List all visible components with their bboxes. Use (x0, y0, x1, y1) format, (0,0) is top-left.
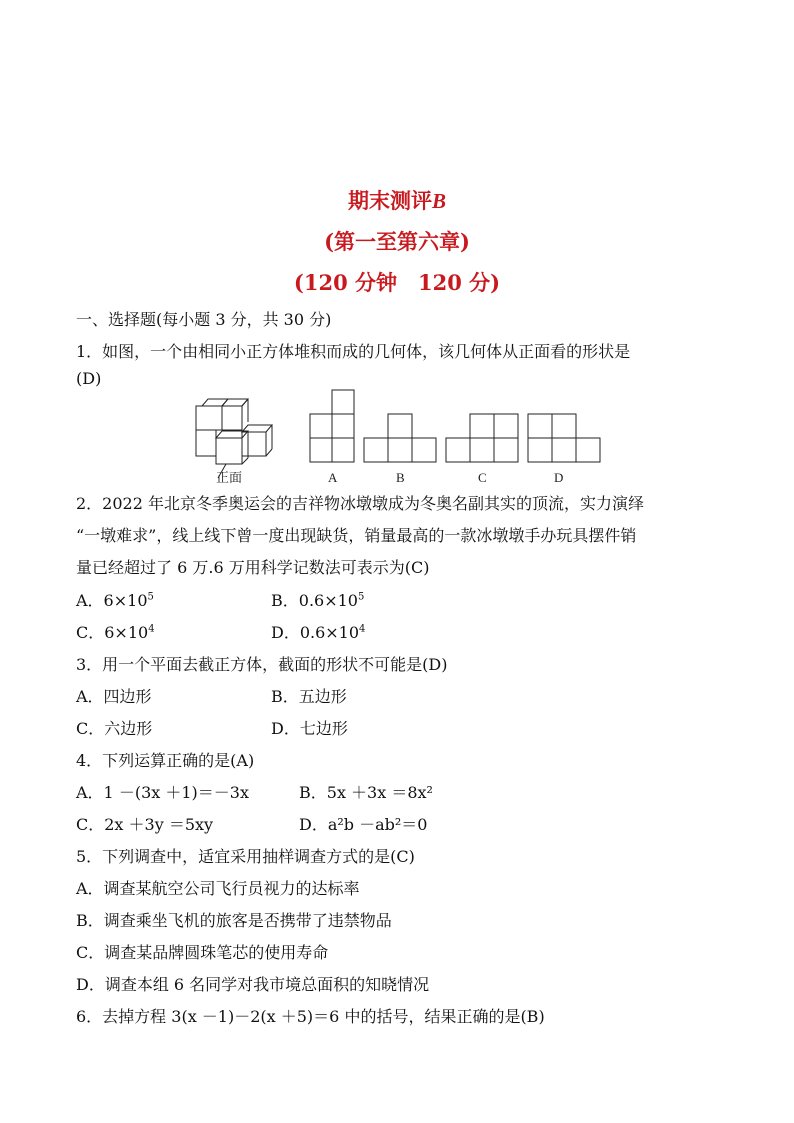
option-b-label: B (396, 470, 405, 485)
question-5-option-c: C．调查某品牌圆珠笔芯的使用寿命 (76, 943, 329, 962)
question-4-text: 4．下列运算正确的是(A) (76, 751, 255, 770)
option-c-drawing (446, 414, 518, 462)
question-1-text: 1．如图，一个由相同小正方体堆积而成的几何体，该几何体从正面看的形状是 (76, 342, 631, 361)
title-letter: B (431, 189, 446, 213)
question-2-option-b: B．$0.6\times 10^5$ (271, 591, 365, 610)
stacked-cubes-drawing (196, 399, 272, 478)
question-4-option-c: C．2x ＋3y ＝5xy (76, 815, 214, 834)
option-d-drawing (528, 414, 600, 462)
front-label: 正面 (216, 470, 243, 485)
option-c-label: C (478, 470, 487, 485)
question-5-option-d: D．调查本组 6 名同学对我市境总面积的知晓情况 (76, 975, 430, 994)
page-title (0, 188, 794, 214)
time-score: (120 分钟 120 分) (293, 270, 501, 295)
question-2-option-c: C．$6\times 10^4$ (76, 623, 155, 642)
question-3-option-d: D．七边形 (271, 719, 348, 738)
question-1-answer: (D) (76, 369, 102, 388)
question-2-option-a: A．$6\times 10^5$ (76, 591, 154, 610)
question-3-text: 3．用一个平面去截正方体，截面的形状不可能是(D) (76, 655, 448, 674)
question-4-option-d: D．a²b －ab²＝0 (299, 815, 428, 834)
question-2-line-1: 2．2022 年北京冬季奥运会的吉祥物冰墩墩成为冬奥名副其实的顶流，实力演绎 (76, 494, 644, 513)
page-subtitle: (第一至第六章) (324, 229, 470, 254)
question-3-option-c: C．六边形 (76, 719, 153, 738)
question-5-option-a: A．调查某航空公司飞行员视力的达标率 (76, 879, 360, 898)
question-4-option-a: A．1 －(3x ＋1)＝－3x (76, 783, 249, 802)
question-1-figure (190, 386, 602, 486)
question-6-text: 6．去掉方程 3(x －1)－2(x ＋5)＝6 中的括号，结果正确的是(B) (76, 1007, 545, 1026)
cube-figure-svg (190, 386, 602, 486)
title-main: 期末测评 (347, 188, 432, 213)
question-2-option-d: D．$0.6\times 10^4$ (271, 623, 366, 642)
question-5-text: 5．下列调查中，适宜采用抽样调查方式的是(C) (76, 847, 415, 866)
option-d-label: D (554, 470, 564, 485)
option-a-label: A (328, 470, 338, 485)
question-3-option-b: B．五边形 (271, 687, 347, 706)
option-b-drawing (364, 414, 436, 462)
section-heading: 一、选择题(每小题 3 分，共 30 分) (76, 310, 332, 329)
question-2-line-3: 量已经超过了 6 万.6 万用科学记数法可表示为(C) (76, 558, 430, 577)
option-a-drawing (310, 390, 354, 462)
question-3-option-a: A．四边形 (76, 687, 152, 706)
question-2-line-2: “一墩难求”，线上线下曾一度出现缺货，销量最高的一款冰墩墩手办玩具摆件销 (76, 526, 637, 545)
question-4-option-b: B．5x ＋3x ＝8x² (299, 783, 433, 802)
question-5-option-b: B．调查乘坐飞机的旅客是否携带了违禁物品 (76, 911, 392, 930)
